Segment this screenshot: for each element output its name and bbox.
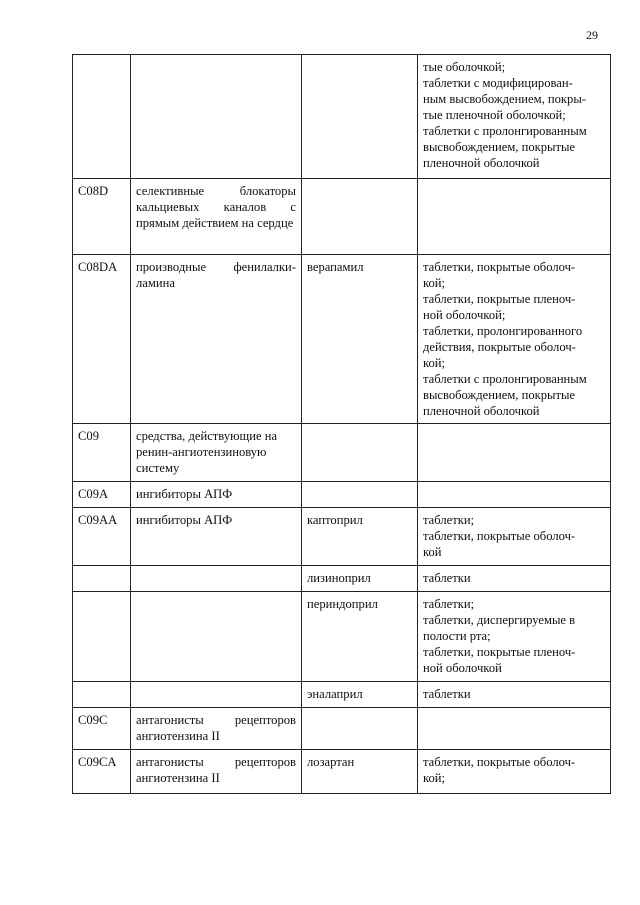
- drug-name-cell: лозартан: [302, 750, 418, 794]
- atc-code-cell: C08D: [73, 179, 131, 255]
- group-name-cell: ингибиторы АПФ: [131, 482, 302, 508]
- dosage-forms-cell: таблетки, покрытые оболоч- кой; таблетки, покрытые пленоч- ной оболочкой; таблетки, пролонгированного действия, покрытые оболоч- кой; таблетки с пролонгированным высвобождением, покрытые пленочной оболочкой: [418, 255, 611, 424]
- dosage-forms-cell: [418, 424, 611, 482]
- dosage-forms-cell: [418, 179, 611, 255]
- drug-name-cell: [302, 179, 418, 255]
- table-row: [73, 592, 611, 682]
- dosage-forms-cell: таблетки, покрытые оболоч- кой;: [418, 750, 611, 794]
- group-name-cell: ингибиторы АПФ: [131, 508, 302, 566]
- atc-code-cell: [73, 592, 131, 682]
- drug-name-cell: [302, 424, 418, 482]
- table-row: [73, 424, 611, 482]
- atc-code-cell: C09C: [73, 708, 131, 750]
- dosage-forms-cell: таблетки: [418, 682, 611, 708]
- atc-code-cell: C09CA: [73, 750, 131, 794]
- group-name-cell: средства, действующие на ренин-ангиотензиновую систему: [131, 424, 302, 482]
- atc-code-cell: C09: [73, 424, 131, 482]
- dosage-forms-cell: [418, 708, 611, 750]
- atc-drug-table: [72, 54, 611, 794]
- table-row: [73, 179, 611, 255]
- drug-name-cell: [302, 708, 418, 750]
- drug-name-cell: периндоприл: [302, 592, 418, 682]
- table-row: [73, 482, 611, 508]
- page-number: 29: [586, 28, 598, 42]
- drug-name-cell: верапамил: [302, 255, 418, 424]
- group-name-cell: [131, 55, 302, 179]
- drug-name-cell: эналаприл: [302, 682, 418, 708]
- dosage-forms-cell: тые оболочкой; таблетки с модифицирован- ным высвобождением, покры- тые пленочной оболочкой; таблетки с пролонгированным высвобождением, покрытые пленочной оболочкой: [418, 55, 611, 179]
- table-row: [73, 55, 611, 179]
- atc-code-cell: C09AA: [73, 508, 131, 566]
- drug-name-cell: лизиноприл: [302, 566, 418, 592]
- atc-code-cell: [73, 55, 131, 179]
- dosage-forms-cell: таблетки: [418, 566, 611, 592]
- atc-code-cell: C08DA: [73, 255, 131, 424]
- dosage-forms-cell: таблетки; таблетки, покрытые оболоч- кой: [418, 508, 611, 566]
- table-row: [73, 508, 611, 566]
- atc-code-cell: C09A: [73, 482, 131, 508]
- drug-name-cell: [302, 482, 418, 508]
- dosage-forms-cell: таблетки; таблетки, диспергируемые в полости рта; таблетки, покрытые пленоч- ной оболочкой: [418, 592, 611, 682]
- group-name-cell: селективные блокаторы кальциевых каналов с прямым действием на сердце: [131, 179, 302, 255]
- drug-name-cell: каптоприл: [302, 508, 418, 566]
- group-name-cell: производные фенилалки-ламина: [131, 255, 302, 424]
- atc-code-cell: [73, 566, 131, 592]
- group-name-cell: антагонисты рецепторов ангиотензина II: [131, 750, 302, 794]
- drug-name-cell: [302, 55, 418, 179]
- table-row: [73, 750, 611, 794]
- table-row: [73, 682, 611, 708]
- table-row: [73, 708, 611, 750]
- group-name-cell: [131, 566, 302, 592]
- table-row: [73, 255, 611, 424]
- group-name-cell: [131, 682, 302, 708]
- group-name-cell: антагонисты рецепторов ангиотензина II: [131, 708, 302, 750]
- group-name-cell: [131, 592, 302, 682]
- atc-code-cell: [73, 682, 131, 708]
- table-row: [73, 566, 611, 592]
- dosage-forms-cell: [418, 482, 611, 508]
